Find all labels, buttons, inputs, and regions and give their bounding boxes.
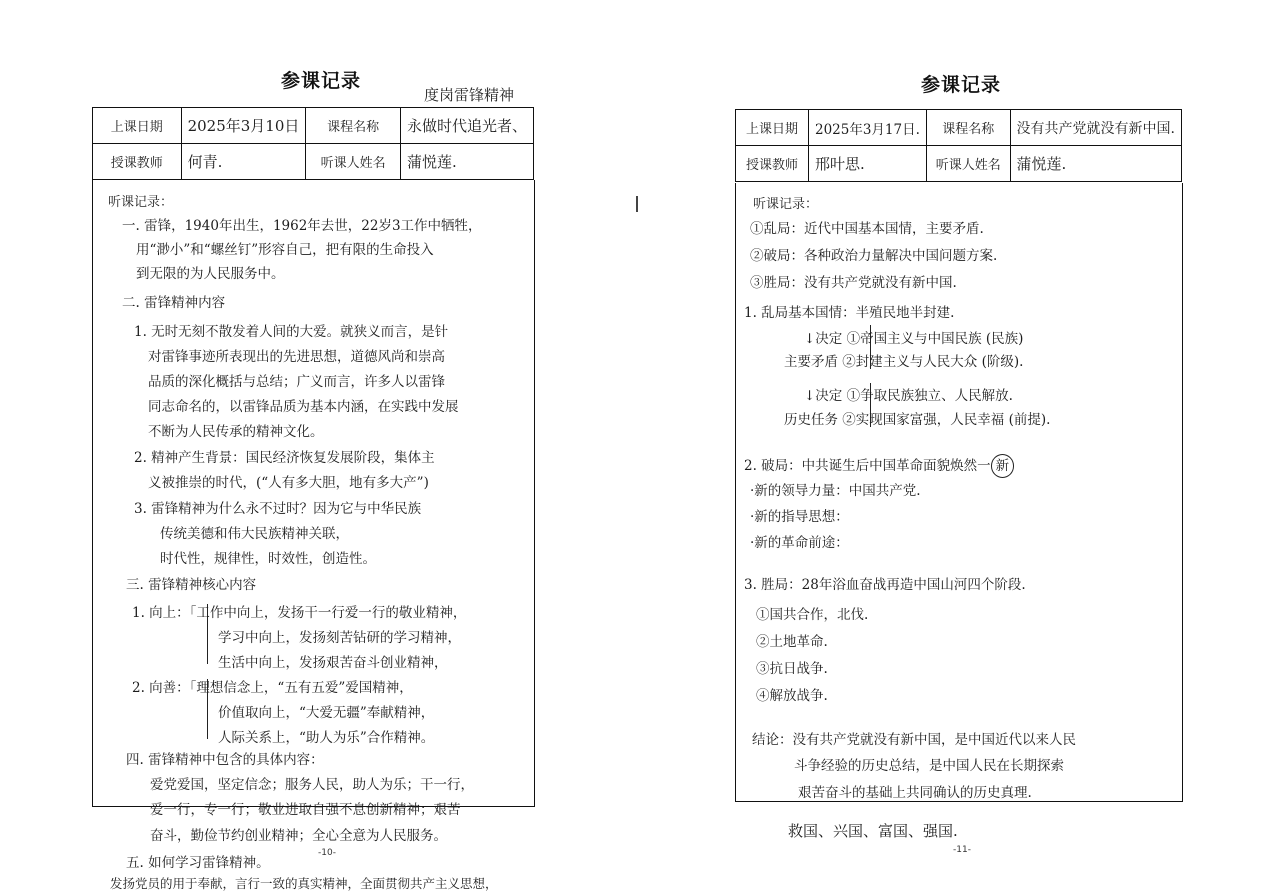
left-header-table [92,107,534,180]
right-note-line: 历史任务 ②实现国家富强，人民幸福 (前提). [784,412,1051,428]
right-date-label: 上课日期 [736,110,809,146]
left-note-line: 时代性，规律性，时效性，创造性。 [160,551,376,567]
right-note-line: ②土地革命. [756,634,828,650]
left-note-line: 价值取向上，“大爱无疆”奉献精神， [218,705,435,721]
right-note-line: ①乱局：近代中国基本国情，主要矛盾. [750,221,984,237]
right-note-line: 1. 乱局基本国情：半殖民地半封建. [744,305,955,321]
left-note-line: 三. 雷锋精神核心内容 [126,577,257,593]
right-note-line: ·新的革命前途： [750,535,849,551]
left-note-line: 传统美德和伟大民族精神关联， [160,526,349,542]
right-header-table [735,109,1182,182]
left-side-note: 度岗雷锋精神 [424,86,515,104]
left-note-line: 对雷锋事迹所表现出的先进思想，道德风尚和崇高 [148,349,445,365]
circled-word: 新 [991,454,1015,478]
left-note-line: 到无限的为人民服务中。 [136,266,285,282]
left-teacher-label: 授课教师 [93,144,182,180]
right-page-number: -11- [953,845,971,855]
right-listener-value: 蒲悦莲. [1010,146,1181,182]
left-notes-label: 听课记录： [108,195,174,210]
left-note-line: 一. 雷锋，1940年出生，1962年去世，22岁3工作中牺牲， [122,218,482,234]
left-note-line: 爱一行，专一行；敬业进取自强不息创新精神；艰苦 [150,802,461,818]
left-note-line: 1. 向上：「工作中向上，发扬干一行爱一行的敬业精神， [132,605,467,621]
right-overflow-line: 救国、兴国、富国、强国. [788,822,958,840]
right-course-label: 课程名称 [926,110,1010,146]
right-course-value: 没有共产党就没有新中国. [1010,110,1181,146]
left-note-line: 爱党爱国，坚定信念；服务人民，助人为乐；干一行， [150,777,474,793]
right-note-line: ↓决定 ①帝国主义与中国民族 (民族) [804,331,1024,347]
left-note-line: 四. 雷锋精神中包含的具体内容： [126,752,324,768]
right-note-line: ①国共合作，北伐. [756,607,869,623]
left-listener-label: 听课人姓名 [306,144,401,180]
left-note-line: 2. 精神产生背景：国民经济恢复发展阶段，集体主 [134,450,435,466]
right-note-line: 斗争经验的历史总结，是中国人民在长期探索 [794,758,1064,774]
left-overflow-line: 五. 如何学习雷锋精神。 [126,855,270,871]
left-course-value: 永做时代追光者、 [400,108,533,144]
right-date-value: 2025年3月17日. [808,110,926,146]
right-note-line: ②破局：各种政治力量解决中国问题方案. [750,248,998,264]
right-teacher-label: 授课教师 [736,146,809,182]
left-overflow-line: 发扬党员的用于奉献，言行一致的真实精神，全面贯彻共产主义思想， [110,876,498,891]
left-date-value: 2025年3月10日 [181,108,306,144]
left-note-line: 2. 向善：「理想信念上，“五有五爱”爱国精神， [132,680,413,696]
right-note-line: ·新的指导思想： [750,509,849,525]
left-note-line: 人际关系上，“助人为乐”合作精神。 [218,730,435,746]
left-note-line: 品质的深化概括与总结；广义而言，许多人以雷锋 [148,374,445,390]
left-listener-value: 蒲悦莲. [400,144,533,180]
right-note-line: 结论：没有共产党就没有新中国，是中国近代以来人民 [752,732,1076,748]
right-page [634,0,1269,894]
left-note-line: 二. 雷锋精神内容 [122,295,226,311]
left-teacher-value: 何青. [181,144,306,180]
left-note-line: 生活中向上，发扬艰苦奋斗创业精神， [218,655,448,671]
right-note-line-text: 2. 破局：中共诞生后中国革命面貌焕然一 [744,458,991,474]
right-listener-label: 听课人姓名 [926,146,1010,182]
right-notes-label: 听课记录： [753,197,819,212]
left-course-label: 课程名称 [306,108,401,144]
right-note-line: ↓决定 ①争取民族独立、人民解放. [804,388,1013,404]
right-note-line: ·新的领导力量：中国共产党. [750,483,921,499]
right-note-line [744,454,1014,478]
left-page [0,0,634,894]
left-note-line: 不断为人民传承的精神文化。 [148,424,324,440]
left-page-number: -10- [318,848,336,858]
right-note-line: 3. 胜局：28年浴血奋战再造中国山河四个阶段. [744,577,1026,593]
left-note-line: 义被推崇的时代，(“人有多大胆，地有多大产”) [148,475,429,491]
right-note-line: 主要矛盾 ②封建主义与人民大众 (阶级). [784,354,1024,370]
right-note-line: ③胜局：没有共产党就没有新中国. [750,275,957,291]
left-note-line: 1. 无时无刻不散发着人间的大爱。就狭义而言，是针 [134,324,449,340]
left-note-line: 同志命名的，以雷锋品质为基本内涵，在实践中发展 [148,399,459,415]
left-note-line: 用“渺小”和“螺丝钉”形容自己，把有限的生命投入 [136,242,434,258]
right-note-line: ③抗日战争. [756,661,828,677]
right-page-title: 参课记录 [921,74,1002,96]
left-note-line: 奋斗，勤俭节约创业精神；全心全意为人民服务。 [150,828,447,844]
left-date-label: 上课日期 [93,108,182,144]
left-note-line: 3. 雷锋精神为什么永不过时？因为它与中华民族 [134,501,422,517]
right-teacher-value: 邢叶思. [808,146,926,182]
left-page-title: 参课记录 [281,70,362,92]
left-note-line: 学习中向上，发扬刻苦钻研的学习精神， [218,630,461,646]
right-note-line: ④解放战争. [756,688,828,704]
right-note-line: 艰苦奋斗的基础上共同确认的历史真理. [798,785,1032,801]
